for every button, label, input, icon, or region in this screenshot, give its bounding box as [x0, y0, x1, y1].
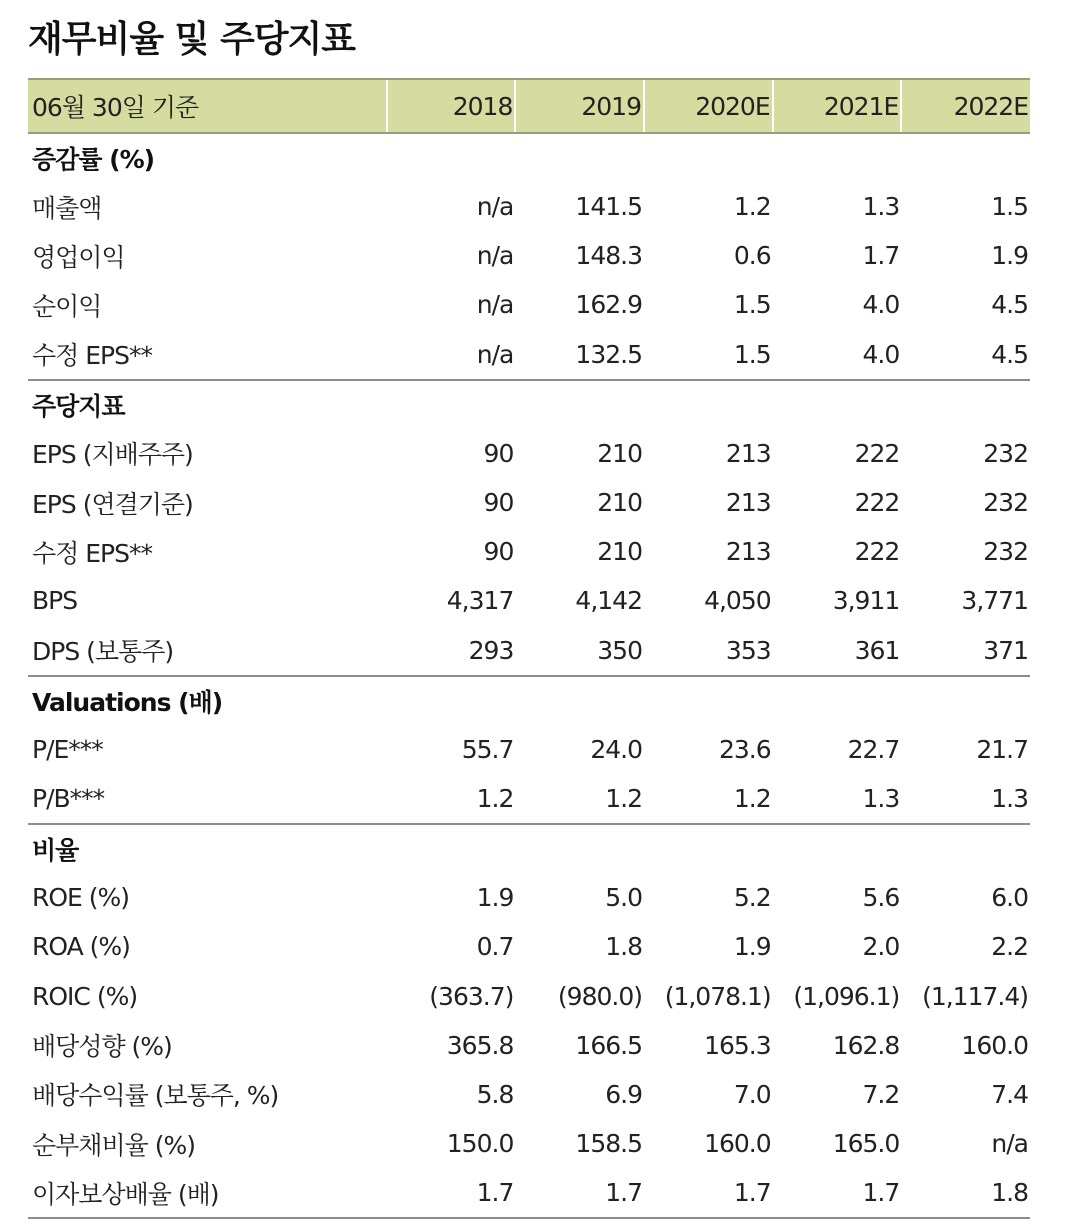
header-year-2020e: 2020E — [644, 79, 773, 133]
value-cell: 1.2 — [733, 783, 771, 813]
table-row — [28, 182, 1030, 231]
value-cell: 365.8 — [446, 1030, 514, 1060]
value-cell: 165.0 — [832, 1129, 900, 1159]
table-row — [28, 280, 1030, 329]
row-label: 배당성향 (%) — [32, 1032, 172, 1062]
value-cell: 158.5 — [575, 1129, 642, 1159]
value-cell: 141.5 — [575, 192, 642, 222]
table-row — [28, 330, 1030, 380]
table-row — [28, 922, 1030, 971]
row-label: 매출액 — [32, 193, 102, 223]
row-label: P/B*** — [32, 783, 105, 813]
value-cell: 5.8 — [476, 1079, 514, 1109]
table-row — [28, 1070, 1030, 1119]
header-year-2019: 2019 — [515, 79, 644, 133]
table-row — [28, 429, 1030, 478]
value-cell: 222 — [854, 488, 900, 518]
section-title: 증감률 (%) — [32, 145, 155, 174]
table-row — [28, 1119, 1030, 1168]
value-cell: 213 — [725, 537, 771, 567]
value-cell: 350 — [597, 635, 642, 665]
value-cell: 162.8 — [832, 1030, 900, 1060]
value-cell: 1.5 — [991, 192, 1028, 222]
section-title: 주당지표 — [28, 380, 1030, 429]
header-basis-date: 06월 30일 기준 — [28, 79, 387, 133]
value-cell: 213 — [725, 438, 771, 468]
value-cell: 24.0 — [590, 734, 642, 764]
value-cell: 3,911 — [832, 586, 900, 616]
value-cell: 4,317 — [446, 586, 514, 616]
value-cell: 1.7 — [515, 1168, 644, 1218]
row-label: ROE (%) — [32, 883, 130, 913]
value-cell: n/a — [476, 339, 514, 369]
value-cell: 361 — [854, 635, 900, 665]
value-cell: 222 — [854, 537, 900, 567]
value-cell: 0.7 — [476, 932, 514, 962]
value-cell: 55.7 — [461, 734, 514, 764]
value-cell: 132.5 — [575, 339, 642, 369]
value-cell: 232 — [983, 438, 1028, 468]
value-cell: 3,771 — [961, 586, 1028, 616]
value-cell: 6.9 — [605, 1079, 642, 1109]
value-cell: 213 — [725, 488, 771, 518]
row-label: ROA (%) — [32, 932, 130, 962]
table-body — [28, 79, 1030, 1218]
row-label: 영업이익 — [32, 242, 125, 272]
row-label: 순부채비율 (%) — [32, 1130, 195, 1160]
value-cell: 4.0 — [862, 339, 900, 369]
table-row — [28, 1168, 1030, 1218]
value-cell: (1,096.1) — [793, 981, 900, 1011]
table-row — [28, 971, 1030, 1020]
value-cell: (1,117.4) — [922, 981, 1028, 1011]
value-cell: 210 — [597, 488, 642, 518]
value-cell: 1.3 — [991, 783, 1028, 813]
value-cell: 2.0 — [862, 932, 900, 962]
value-cell: 1.3 — [862, 192, 900, 222]
table-row — [28, 231, 1030, 280]
value-cell: 2.2 — [991, 932, 1028, 962]
value-cell: 7.2 — [862, 1079, 900, 1109]
value-cell: (363.7) — [429, 981, 514, 1011]
value-cell: 1.9 — [991, 241, 1028, 271]
value-cell: 222 — [854, 438, 900, 468]
value-cell: 162.9 — [575, 290, 642, 320]
value-cell: 160.0 — [961, 1030, 1028, 1060]
value-cell: 90 — [483, 438, 514, 468]
financial-ratio-table — [28, 78, 1030, 1219]
value-cell: 21.7 — [976, 734, 1028, 764]
table-row — [28, 626, 1030, 676]
row-label: BPS — [32, 586, 78, 616]
value-cell: 1.7 — [387, 1168, 516, 1218]
value-cell: 165.3 — [704, 1030, 771, 1060]
value-cell: 5.0 — [605, 883, 642, 913]
value-cell: 1.9 — [476, 883, 514, 913]
value-cell: (980.0) — [557, 981, 642, 1011]
value-cell: 1.8 — [605, 932, 642, 962]
row-label: EPS (지배주주) — [32, 440, 193, 470]
value-cell: 7.0 — [733, 1079, 771, 1109]
value-cell: 5.6 — [862, 883, 900, 913]
value-cell: 0.6 — [733, 241, 771, 271]
section-header-row — [28, 824, 1030, 873]
value-cell: 371 — [983, 635, 1028, 665]
row-label: EPS (연결기준) — [32, 489, 193, 519]
value-cell: 148.3 — [575, 241, 642, 271]
value-cell: 4.0 — [862, 290, 900, 320]
section-header-row — [28, 676, 1030, 725]
table-row — [28, 725, 1030, 774]
value-cell: 23.6 — [718, 734, 771, 764]
table-row — [28, 774, 1030, 824]
value-cell: n/a — [476, 192, 514, 222]
row-label: 수정 EPS** — [32, 538, 152, 568]
row-label: DPS (보통주) — [32, 637, 174, 667]
value-cell: 1.7 — [644, 1168, 773, 1218]
value-cell: 1.7 — [773, 1168, 902, 1218]
value-cell: n/a — [476, 290, 514, 320]
value-cell: n/a — [476, 241, 514, 271]
value-cell: 1.2 — [733, 192, 771, 222]
value-cell: 166.5 — [575, 1030, 642, 1060]
value-cell: 6.0 — [991, 883, 1028, 913]
value-cell: 90 — [483, 537, 514, 567]
value-cell: 150.0 — [446, 1129, 514, 1159]
row-label: ROIC (%) — [32, 981, 138, 1011]
value-cell: 4,050 — [704, 586, 771, 616]
value-cell: 4.5 — [991, 290, 1028, 320]
table-row — [28, 527, 1030, 576]
table-header-row — [28, 79, 1030, 133]
value-cell: 293 — [468, 635, 514, 665]
value-cell: 1.3 — [862, 783, 900, 813]
page-title: 재무비율 및 주당지표 — [28, 19, 356, 60]
value-cell: 160.0 — [704, 1129, 771, 1159]
value-cell: 4.5 — [991, 339, 1028, 369]
value-cell: 232 — [983, 537, 1028, 567]
value-cell: 1.9 — [733, 932, 771, 962]
row-label: 배당수익률 (보통주, %) — [32, 1081, 279, 1111]
section-header-row — [28, 380, 1030, 429]
value-cell: 1.2 — [605, 783, 642, 813]
section-header-row — [28, 133, 1030, 182]
value-cell: 210 — [597, 537, 642, 567]
table-row — [28, 873, 1030, 922]
value-cell: 1.5 — [733, 339, 771, 369]
value-cell: 210 — [597, 438, 642, 468]
section-title: 비율 — [28, 824, 1030, 873]
value-cell: 7.4 — [991, 1079, 1028, 1109]
value-cell: 232 — [983, 488, 1028, 518]
value-cell: 22.7 — [847, 734, 900, 764]
value-cell: 1.2 — [476, 783, 514, 813]
header-year-2021e: 2021E — [773, 79, 902, 133]
value-cell: 1.8 — [901, 1168, 1030, 1218]
table-row — [28, 576, 1030, 625]
value-cell: 1.7 — [862, 241, 900, 271]
value-cell: 90 — [483, 488, 514, 518]
table-row — [28, 478, 1030, 527]
section-title: Valuations (배) — [28, 676, 1030, 725]
table-row — [28, 1021, 1030, 1070]
value-cell: (1,078.1) — [664, 981, 771, 1011]
row-label: P/E*** — [32, 734, 103, 764]
row-label: 이자보상배율 (배) — [28, 1168, 387, 1218]
value-cell: 353 — [725, 635, 771, 665]
value-cell: n/a — [991, 1129, 1028, 1159]
value-cell: 4,142 — [575, 586, 642, 616]
value-cell: 5.2 — [733, 883, 771, 913]
header-year-2022e: 2022E — [901, 79, 1030, 133]
row-label: 순이익 — [32, 291, 102, 321]
row-label: 수정 EPS** — [32, 341, 152, 371]
value-cell: 1.5 — [733, 290, 771, 320]
header-year-2018: 2018 — [387, 79, 516, 133]
